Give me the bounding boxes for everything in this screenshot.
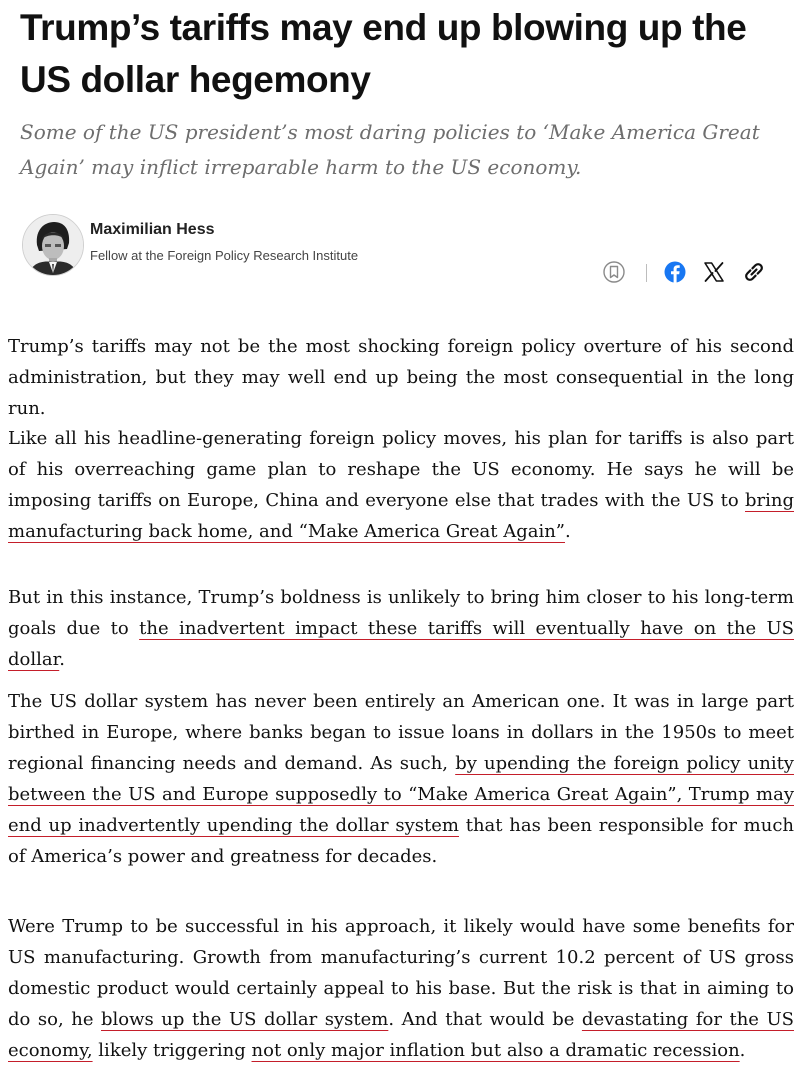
inline-article-link[interactable]: devastating for the US economy, bbox=[8, 1009, 794, 1061]
bookmark-icon[interactable] bbox=[600, 258, 628, 286]
inline-article-link[interactable]: blows up the US dollar system bbox=[101, 1009, 389, 1030]
author-name[interactable]: Maximilian Hess bbox=[90, 221, 215, 238]
paragraph-text: . bbox=[59, 649, 65, 670]
link-icon[interactable] bbox=[740, 258, 768, 286]
x-icon[interactable] bbox=[700, 258, 728, 286]
author-avatar[interactable] bbox=[22, 214, 84, 276]
paragraph-text: Trump’s tariffs may not be the most shocking foreign policy overture of his second administration, but they may well end up being the most consequential in the long run. bbox=[8, 336, 794, 419]
paragraph-text: Were Trump to be successful in his approach, it likely would have some benefits for US manufacturing. Growth from manufacturing’s current 10.2 percent of US gross domestic product would certainly appeal to his base. But the risk is that in aiming to do so, he bbox=[8, 916, 794, 1030]
article-paragraph bbox=[8, 686, 794, 872]
paragraph-text: . And that would be bbox=[388, 1009, 582, 1030]
author-block bbox=[20, 214, 780, 294]
article-paragraph bbox=[8, 911, 794, 1066]
article-paragraph bbox=[8, 582, 794, 675]
inline-article-link[interactable]: by upending the foreign policy unity between the US and Europe supposedly to “Make America Great Again”, Trump may end up inadvertently upending the dollar system bbox=[8, 753, 794, 836]
article-paragraph bbox=[8, 331, 794, 424]
paragraph-text: that has been responsible for much of America’s power and greatness for decades. bbox=[8, 815, 794, 867]
paragraph-text: The US dollar system has never been entirely an American one. It was in large part birthed in Europe, where banks began to issue loans in dollars in the 1950s to meet regional financing needs and demand. As such, bbox=[8, 691, 794, 774]
paragraph-text: Like all his headline-generating foreign policy moves, his plan for tariffs is also part of his overreaching game plan to reshape the US economy. He says he will be imposing tariffs on Europe, China and everyone else that trades with the US to bbox=[8, 428, 794, 511]
paragraph-text: . bbox=[739, 1040, 746, 1061]
facebook-icon[interactable] bbox=[661, 258, 689, 286]
share-divider bbox=[646, 264, 647, 282]
paragraph-text: likely triggering bbox=[92, 1040, 252, 1061]
share-toolbar bbox=[600, 258, 780, 290]
article-subtitle: Some of the US president’s most daring policies to ‘Make America Great Again’ may inflict irreparable harm to the US economy. bbox=[20, 120, 760, 179]
inline-article-link[interactable]: not only major inflation but also a dramatic recession bbox=[251, 1040, 740, 1061]
author-role: Fellow at the Foreign Policy Research Institute bbox=[90, 248, 359, 263]
inline-article-link[interactable]: bring manufacturing back home, and “Make America Great Again” bbox=[8, 490, 794, 542]
inline-article-link[interactable]: the inadvertent impact these tariffs will eventually have on the US dollar bbox=[8, 618, 794, 670]
paragraph-text: But in this instance, Trump’s boldness is unlikely to bring him closer to his long-term goals due to bbox=[8, 587, 794, 639]
article-paragraph bbox=[8, 423, 794, 547]
author-photo bbox=[23, 215, 83, 275]
paragraph-text: . bbox=[565, 521, 571, 542]
article-headline: Trump’s tariffs may end up blowing up the US dollar hegemony bbox=[20, 7, 747, 100]
